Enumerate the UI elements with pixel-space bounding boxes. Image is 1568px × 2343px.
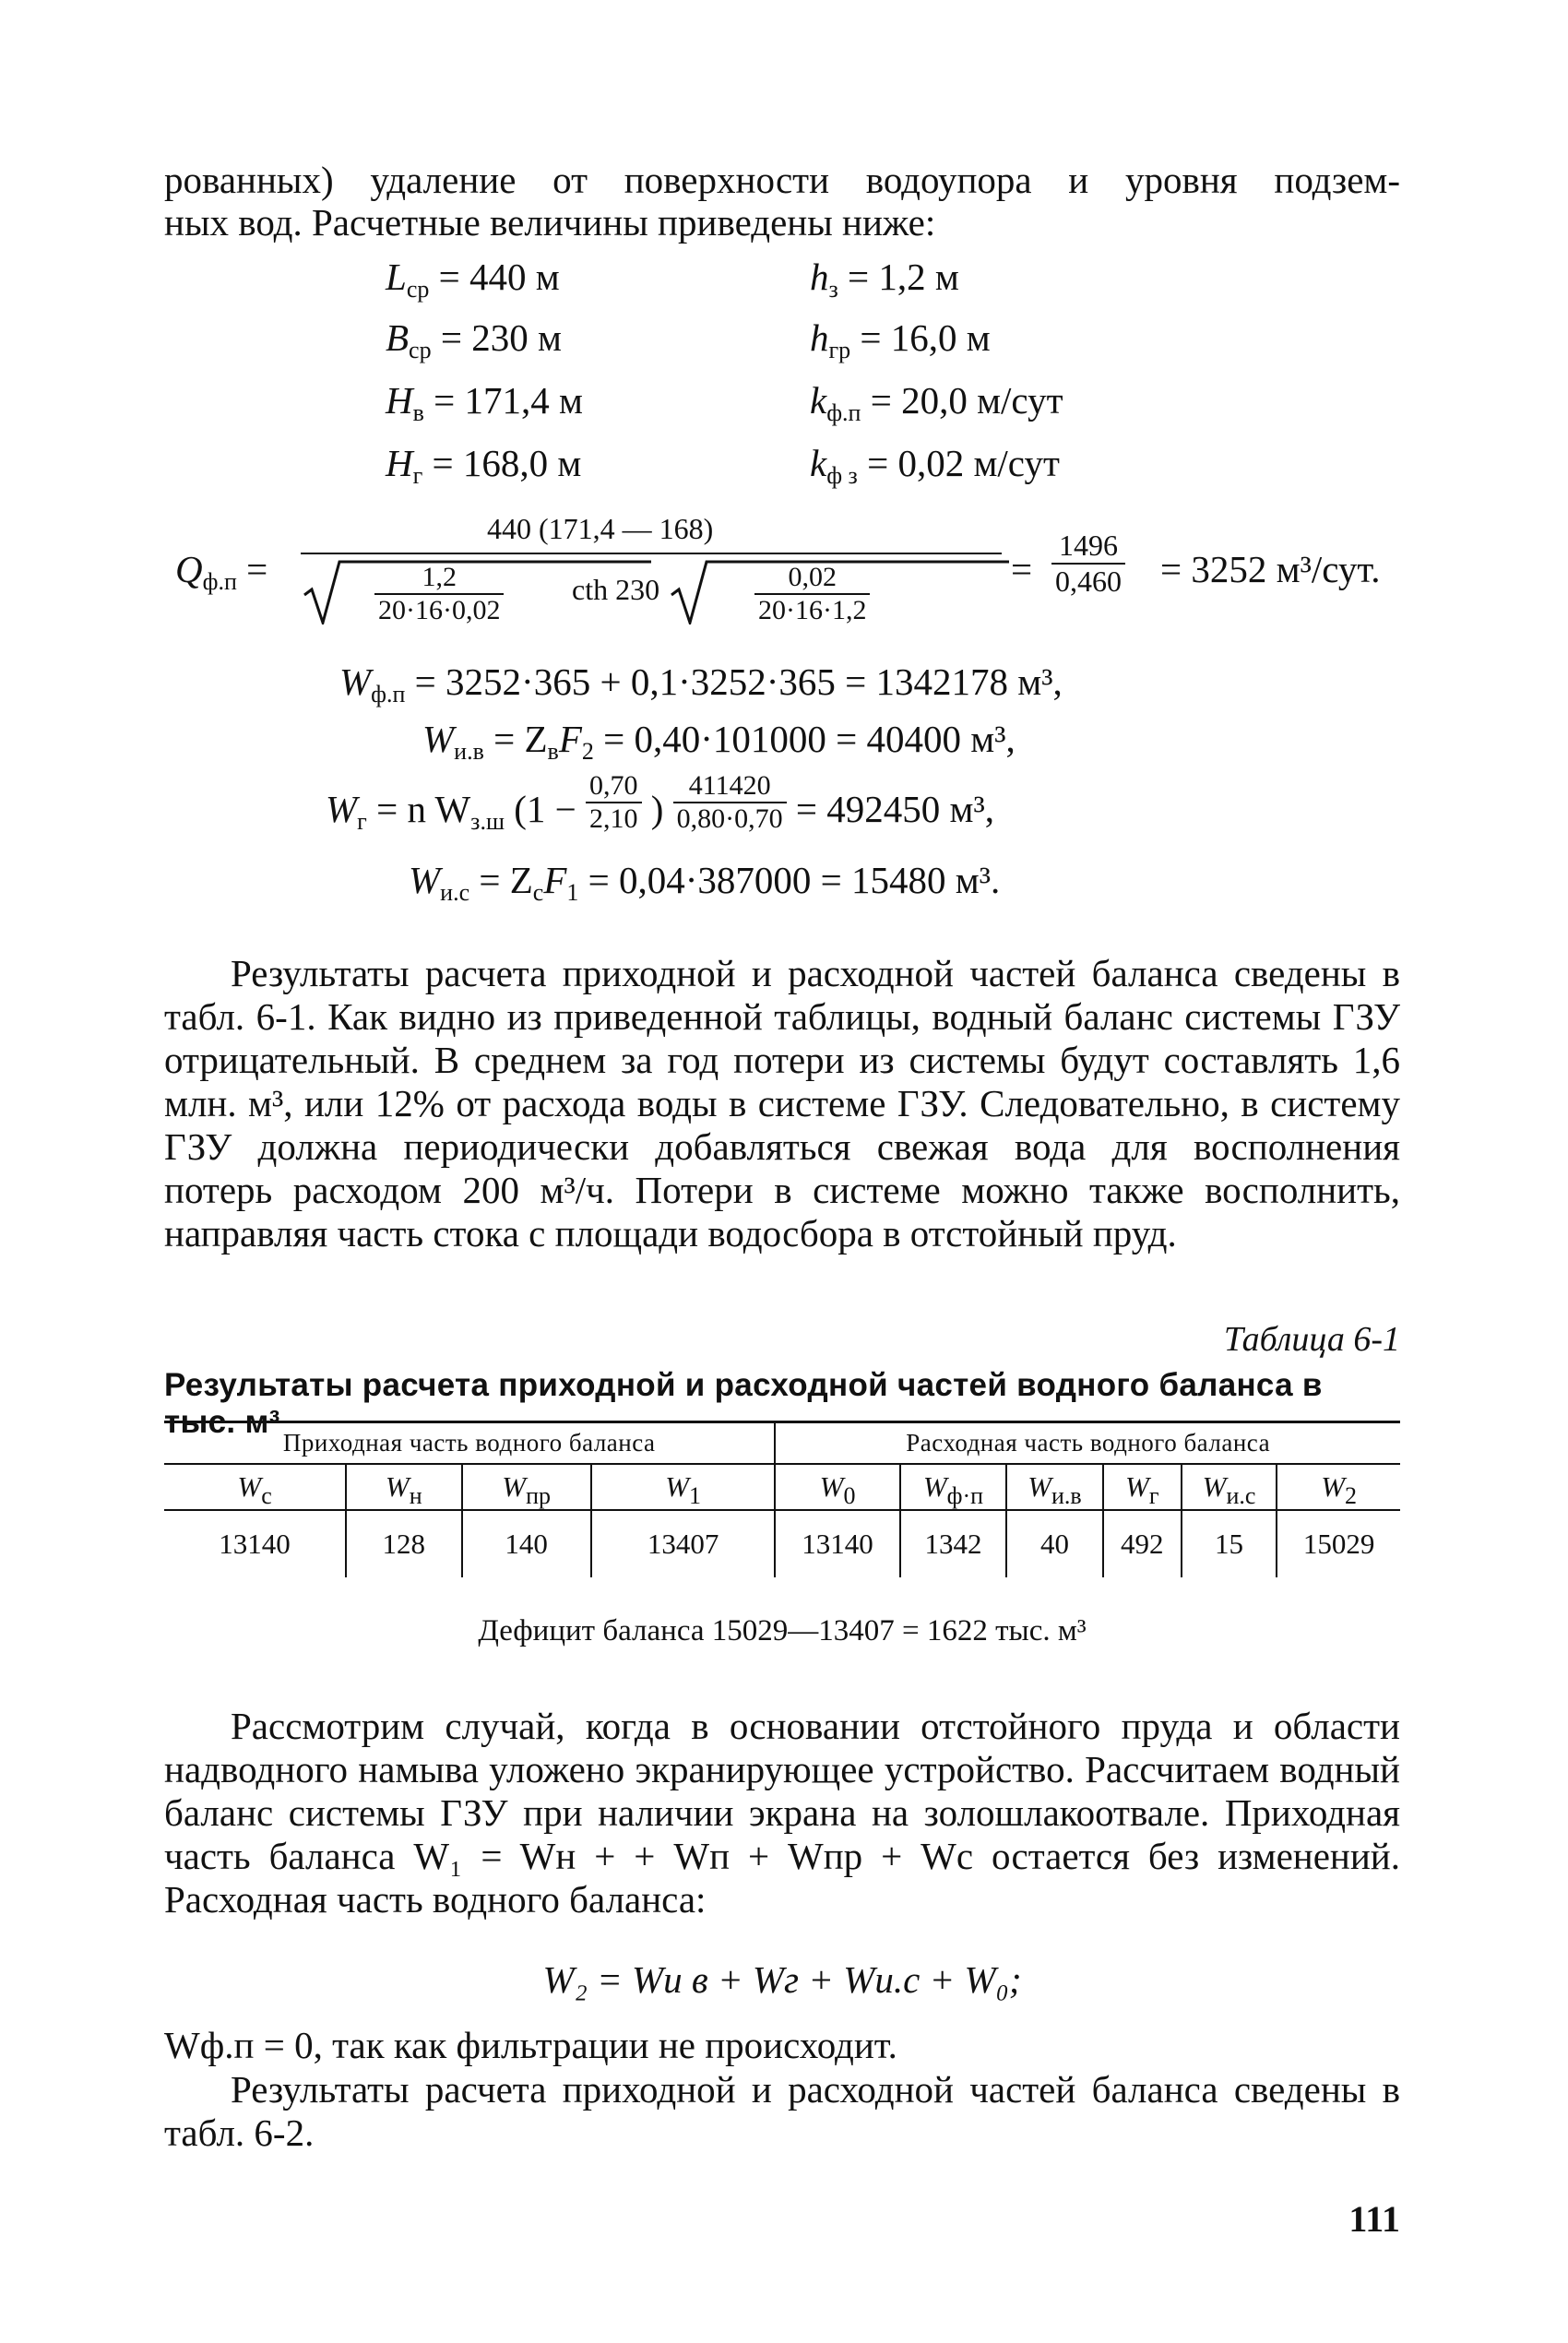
param-hz: $h_з = 1,2$ м (810, 256, 959, 303)
table-row (164, 1510, 1400, 1577)
eq-wiv: $W_{и.в} = Z_вF_2 = 0,40\cdot 101000 = 40400$ м³, (422, 718, 1016, 765)
param-hgr: $h_{гр} = 16,0$ м (810, 316, 991, 363)
sqrt2-fraction: $\frac{0,02}{20\cdot 16\cdot 1,2}$ (754, 562, 870, 626)
table-cell: 128 (346, 1510, 461, 1577)
table-cell: 15029 (1302, 1528, 1375, 1560)
equals-sign: = (1011, 548, 1033, 590)
q-main-fraction-line (301, 553, 1002, 554)
col-header: $W_с$ (164, 1464, 346, 1510)
table-cell: 13407 (591, 1510, 776, 1577)
col-header: $W_{пр}$ (462, 1464, 591, 1510)
eq-w2: W₂ = Wи в + Wг + Wи.с + W₀; (542, 1958, 1022, 2001)
deficit-line: Дефицит баланса 15029—13407 = 1622 тыс. м³ (478, 1614, 1087, 1647)
eq-wg: $W_г = n$ $W_{з.ш}$ (1 − $\frac{0,70}{2,10}$ ) $\frac{411420}{0,80\cdot 0,70}$ = 492450 м³, (326, 770, 995, 836)
q-numerator: 440 (171,4 — 168) (487, 512, 714, 545)
eq-wis: $W_{и.с} = Z_сF_1 = 0,04\cdot 387000 = 15480$ м³. (409, 859, 1001, 906)
col-header: $W_2$ (1321, 1470, 1358, 1509)
table-cell: 140 (462, 1510, 591, 1577)
table-title: Результаты расчета приходной и расходной частей водного баланса в тыс. м³ (164, 1367, 1323, 1440)
param-lsr: $L_{ср} = 440$ м (386, 256, 560, 303)
col-header: $W_н$ (346, 1464, 461, 1510)
q-result: = 3252 м³/сут. (1160, 548, 1381, 590)
q-mid-fraction: $\frac{1496}{0,460}$ (1051, 529, 1125, 599)
param-hg: $H_г = 168,0$ м (386, 442, 582, 489)
table-cell: 492 (1103, 1510, 1182, 1577)
table-label: Таблица 6-1 (1223, 1320, 1400, 1359)
q-lhs: $Q_{ф.п}$ = (175, 548, 268, 595)
table-cell: 13140 (164, 1510, 346, 1577)
param-hv: $H_в = 171,4$ м (386, 379, 583, 426)
param-kfz: $k_{ф з} = 0,02$ м/сут (810, 442, 1060, 489)
line-wfp-zero: Wф.п = 0, так как фильтрации не происходит. (164, 2024, 897, 2066)
q-formula (164, 512, 1400, 632)
table-cell: 13140 (775, 1510, 899, 1577)
col-header: $W_{и.в}$ (1006, 1464, 1103, 1510)
water-balance-table (164, 1421, 1400, 1577)
paragraph-screen-case: Рассмотрим случай, когда в основании отстойного пруда и области надводного намыва уложено экранирующее устройство. Рассчитаем водный баланс системы ГЗУ при наличии экрана на золошлакоотвале. Приходная часть баланса W₁ = Wн + + Wп + Wпр + Wс остается без изменений. Расходная часть водного баланса: (164, 1705, 1400, 1921)
eq-wfp: $W_{ф.п} = 3252\cdot 365 + 0,1\cdot 3252\cdot 365 = 1342178$ м³, (339, 660, 1063, 708)
cth-term: cth 230 (572, 573, 660, 606)
parameter-list (164, 256, 1400, 505)
table-cell: 15 (1182, 1510, 1277, 1577)
col-header: $W_1$ (591, 1464, 776, 1510)
col-header: $W_0$ (775, 1464, 899, 1510)
param-kfp: $k_{ф.п} = 20,0$ м/сут (810, 379, 1063, 426)
intro-line-2: ных вод. Расчетные величины приведены ниже: (164, 201, 936, 244)
group-outcome-header: Расходная часть водного баланса (775, 1422, 1400, 1465)
param-bsr: $B_{ср} = 230$ м (386, 316, 562, 363)
page-number: 111 (1348, 2198, 1400, 2240)
col-header: $W_{и.с}$ (1182, 1464, 1277, 1510)
group-income-header: Приходная часть водного баланса (164, 1422, 775, 1465)
paragraph-table-6-2: Результаты расчета приходной и расходной частей баланса сведены в табл. 6-2. (164, 2068, 1400, 2154)
table-cell: 1342 (900, 1510, 1006, 1577)
table-header-row (164, 1464, 1400, 1510)
sqrt1-fraction: $\frac{1,2}{20\cdot 16\cdot 0,02}$ (374, 562, 504, 626)
paragraph-balance-results: Результаты расчета приходной и расходной частей баланса сведены в табл. 6-1. Как видно из приведенной таблицы, водный баланс системы ГЗУ отрицательный. В среднем за год потери из системы будут составлять 1,6 млн. м³, или 12% от расхода воды в системе ГЗУ. Следовательно, в систему ГЗУ должна периодически добавляться свежая вода для восполнения потерь расходом 200 м³/ч. Потери в системе можно также восполнить, направляя часть стока с площади водосбора в отстойный пруд. (164, 952, 1400, 1255)
intro-line-1: рованных) удаление от поверхности водоупора и уровня подзем- (164, 159, 1400, 201)
col-header: $W_г$ (1103, 1464, 1182, 1510)
table-cell: 40 (1006, 1510, 1103, 1577)
col-header: $W_{ф\cdot п}$ (900, 1464, 1006, 1510)
